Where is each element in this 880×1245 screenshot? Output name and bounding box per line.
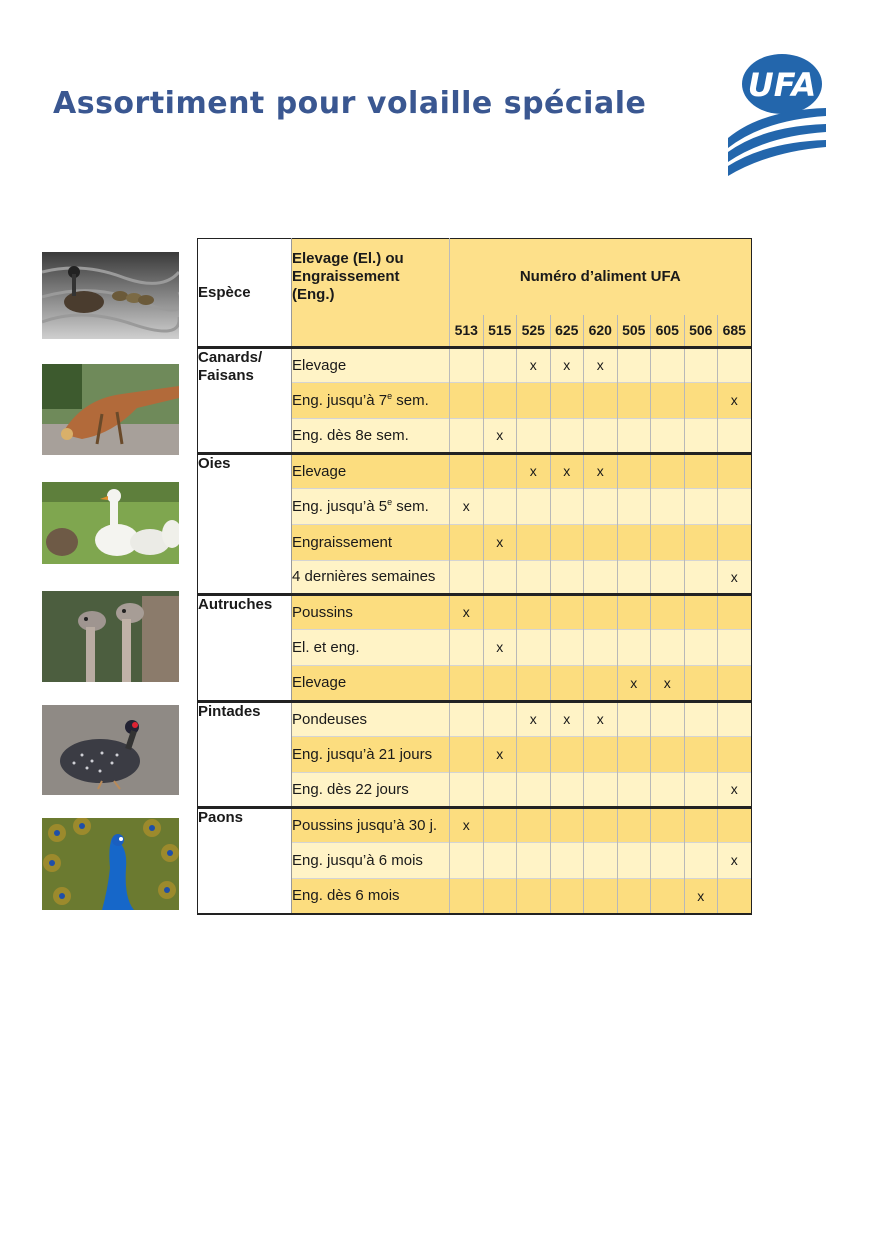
feed-mark-cell (684, 418, 718, 453)
feed-mark-cell: x (450, 807, 484, 842)
header-species: Espèce (198, 239, 292, 348)
feed-mark-cell (483, 488, 517, 524)
feed-mark-cell (718, 524, 752, 560)
table-row (198, 453, 752, 488)
feed-code: 605 (651, 315, 685, 348)
feed-mark-cell (550, 524, 584, 560)
feed-code: 620 (584, 315, 618, 348)
feed-mark-cell (684, 701, 718, 736)
feed-mark-cell (584, 629, 618, 665)
feed-mark-cell: x (718, 382, 752, 418)
feed-mark-cell (550, 807, 584, 842)
stage-cell: 4 dernières semaines (292, 560, 450, 594)
feed-mark-cell: x (483, 629, 517, 665)
feed-mark-cell (718, 629, 752, 665)
feed-mark-cell: x (718, 560, 752, 594)
ufa-logo (722, 52, 832, 180)
feed-mark-cell: x (684, 878, 718, 914)
feed-mark-cell (483, 772, 517, 807)
feed-mark-cell: x (584, 701, 618, 736)
feed-mark-cell (617, 560, 651, 594)
feed-mark-cell: x (517, 347, 551, 382)
feed-mark-cell (517, 807, 551, 842)
feed-mark-cell (617, 878, 651, 914)
feed-mark-cell (584, 594, 618, 629)
feed-mark-cell (718, 701, 752, 736)
feed-mark-cell (617, 772, 651, 807)
feed-mark-cell (483, 594, 517, 629)
feed-mark-cell (651, 453, 685, 488)
feed-mark-cell (684, 382, 718, 418)
feed-mark-cell (450, 701, 484, 736)
species-label: Faisans (198, 367, 254, 385)
feed-mark-cell (651, 701, 685, 736)
species-cell (198, 807, 292, 914)
feed-mark-cell (550, 736, 584, 772)
stage-cell: Poussins (292, 594, 450, 629)
feed-mark-cell: x (483, 736, 517, 772)
feed-mark-cell: x (483, 418, 517, 453)
feed-mark-cell: x (584, 347, 618, 382)
feed-mark-cell (517, 594, 551, 629)
feed-mark-cell (651, 594, 685, 629)
feed-mark-cell (517, 772, 551, 807)
feed-mark-cell (684, 594, 718, 629)
feed-mark-cell (450, 878, 484, 914)
feed-mark-cell (584, 736, 618, 772)
feed-code: 505 (617, 315, 651, 348)
feed-mark-cell (684, 629, 718, 665)
feed-mark-cell: x (550, 701, 584, 736)
feed-mark-cell (450, 382, 484, 418)
feed-mark-cell (450, 524, 484, 560)
table-row (198, 347, 752, 382)
header-stage-blank (292, 315, 450, 348)
stage-cell: Eng. jusqu’à 5e sem. (292, 488, 450, 524)
table-row (198, 701, 752, 736)
feed-mark-cell (483, 382, 517, 418)
stage-cell: Poussins jusqu’à 30 j. (292, 807, 450, 842)
feed-mark-cell: x (517, 701, 551, 736)
feed-mark-cell (617, 524, 651, 560)
feed-mark-cell (550, 842, 584, 878)
feed-mark-cell (617, 594, 651, 629)
feed-mark-cell (684, 842, 718, 878)
feed-mark-cell (517, 736, 551, 772)
feed-mark-cell (651, 560, 685, 594)
feed-mark-cell: x (550, 453, 584, 488)
stage-cell: Eng. jusqu’à 7e sem. (292, 382, 450, 418)
feed-mark-cell (718, 453, 752, 488)
feed-mark-cell (718, 347, 752, 382)
feed-mark-cell (483, 807, 517, 842)
stage-cell: El. et eng. (292, 629, 450, 665)
feed-mark-cell (450, 629, 484, 665)
feed-mark-cell (651, 418, 685, 453)
feed-mark-cell (584, 807, 618, 842)
feed-mark-cell (517, 524, 551, 560)
feed-mark-cell (718, 665, 752, 701)
species-label: Canards/ (198, 348, 263, 366)
feed-mark-cell (450, 842, 484, 878)
duck-photo (42, 252, 179, 339)
feed-mark-cell (617, 382, 651, 418)
feed-mark-cell (617, 701, 651, 736)
feed-mark-cell: x (651, 665, 685, 701)
feed-mark-cell: x (718, 772, 752, 807)
feed-mark-cell (450, 665, 484, 701)
feed-mark-cell (617, 807, 651, 842)
feed-mark-cell (584, 665, 618, 701)
feed-mark-cell (550, 382, 584, 418)
species-label: Oies (198, 454, 231, 472)
species-label: Pintades (198, 702, 261, 720)
feed-mark-cell (584, 418, 618, 453)
peacock-photo (42, 818, 179, 910)
stage-cell: Elevage (292, 453, 450, 488)
feed-mark-cell (550, 772, 584, 807)
feed-assortment-table (197, 238, 752, 915)
table-row (198, 594, 752, 629)
feed-mark-cell (718, 807, 752, 842)
feed-mark-cell (483, 878, 517, 914)
feed-mark-cell (651, 807, 685, 842)
stage-cell: Eng. jusqu’à 6 mois (292, 842, 450, 878)
feed-mark-cell (517, 488, 551, 524)
feed-mark-cell (684, 524, 718, 560)
feed-mark-cell (718, 878, 752, 914)
feed-mark-cell (651, 842, 685, 878)
feed-mark-cell (617, 842, 651, 878)
feed-mark-cell (651, 488, 685, 524)
feed-mark-cell (517, 629, 551, 665)
feed-mark-cell (450, 453, 484, 488)
feed-mark-cell (684, 772, 718, 807)
header-stage: Elevage (El.) ou Engraissement (Eng.) (292, 239, 450, 315)
stage-cell: Elevage (292, 665, 450, 701)
feed-mark-cell (550, 878, 584, 914)
feed-code: 506 (684, 315, 718, 348)
feed-mark-cell (517, 560, 551, 594)
geese-photo (42, 482, 179, 564)
feed-mark-cell (483, 560, 517, 594)
feed-mark-cell (617, 488, 651, 524)
feed-mark-cell (483, 701, 517, 736)
feed-mark-cell (550, 488, 584, 524)
feed-mark-cell (483, 842, 517, 878)
feed-mark-cell (517, 665, 551, 701)
feed-mark-cell (450, 560, 484, 594)
table-body (198, 347, 752, 914)
feed-mark-cell (718, 736, 752, 772)
feed-mark-cell: x (450, 488, 484, 524)
feed-code: 625 (550, 315, 584, 348)
feed-mark-cell (584, 878, 618, 914)
species-cell (198, 347, 292, 453)
feed-mark-cell (584, 382, 618, 418)
feed-mark-cell (651, 629, 685, 665)
table-row (198, 807, 752, 842)
feed-mark-cell (584, 560, 618, 594)
feed-mark-cell (684, 736, 718, 772)
stage-cell: Eng. jusqu’à 21 jours (292, 736, 450, 772)
guinea-fowl-photo (42, 705, 179, 795)
feed-mark-cell (550, 560, 584, 594)
species-label: Paons (198, 808, 244, 826)
feed-mark-cell (550, 594, 584, 629)
pheasant-photo (42, 364, 179, 455)
feed-mark-cell (684, 665, 718, 701)
feed-code: 525 (517, 315, 551, 348)
feed-mark-cell (651, 347, 685, 382)
feed-mark-cell (651, 772, 685, 807)
feed-mark-cell (617, 347, 651, 382)
stage-cell: Eng. dès 6 mois (292, 878, 450, 914)
feed-mark-cell (450, 418, 484, 453)
stage-cell: Elevage (292, 347, 450, 382)
feed-mark-cell: x (550, 347, 584, 382)
page-title: Assortiment pour volaille spéciale (53, 86, 647, 121)
feed-mark-cell (718, 488, 752, 524)
feed-mark-cell (718, 418, 752, 453)
feed-mark-cell (550, 418, 584, 453)
feed-mark-cell (550, 665, 584, 701)
feed-mark-cell (483, 347, 517, 382)
feed-mark-cell (584, 524, 618, 560)
feed-mark-cell: x (483, 524, 517, 560)
feed-mark-cell (651, 878, 685, 914)
feed-mark-cell (651, 736, 685, 772)
feed-mark-cell (684, 488, 718, 524)
stage-cell: Eng. dès 22 jours (292, 772, 450, 807)
feed-mark-cell: x (617, 665, 651, 701)
feed-mark-cell (617, 453, 651, 488)
feed-mark-cell (517, 418, 551, 453)
species-label: Autruches (198, 595, 273, 613)
svg-text:UFA: UFA (747, 66, 817, 104)
ostrich-photo (42, 591, 179, 682)
feed-mark-cell (584, 772, 618, 807)
feed-mark-cell (617, 736, 651, 772)
feed-mark-cell: x (718, 842, 752, 878)
feed-mark-cell (517, 842, 551, 878)
feed-mark-cell (517, 382, 551, 418)
feed-mark-cell (584, 842, 618, 878)
feed-mark-cell (483, 453, 517, 488)
feed-mark-cell: x (517, 453, 551, 488)
feed-code: 515 (483, 315, 517, 348)
feed-mark-cell (684, 347, 718, 382)
stage-cell: Engraissement (292, 524, 450, 560)
feed-mark-cell (651, 382, 685, 418)
feed-mark-cell (684, 560, 718, 594)
feed-mark-cell (651, 524, 685, 560)
feed-mark-cell (617, 418, 651, 453)
species-cell (198, 453, 292, 594)
feed-mark-cell (450, 347, 484, 382)
feed-mark-cell (450, 736, 484, 772)
feed-mark-cell (550, 629, 584, 665)
feed-mark-cell: x (450, 594, 484, 629)
feed-mark-cell (684, 453, 718, 488)
header-feed-number: Numéro d’aliment UFA (450, 239, 752, 315)
feed-mark-cell (517, 878, 551, 914)
feed-mark-cell: x (584, 453, 618, 488)
stage-cell: Pondeuses (292, 701, 450, 736)
feed-mark-cell (483, 665, 517, 701)
species-cell (198, 594, 292, 701)
feed-mark-cell (718, 594, 752, 629)
feed-mark-cell (617, 629, 651, 665)
stage-cell: Eng. dès 8e sem. (292, 418, 450, 453)
feed-code: 513 (450, 315, 484, 348)
feed-mark-cell (450, 772, 484, 807)
feed-mark-cell (584, 488, 618, 524)
feed-code: 685 (718, 315, 752, 348)
feed-mark-cell (684, 807, 718, 842)
species-cell (198, 701, 292, 807)
